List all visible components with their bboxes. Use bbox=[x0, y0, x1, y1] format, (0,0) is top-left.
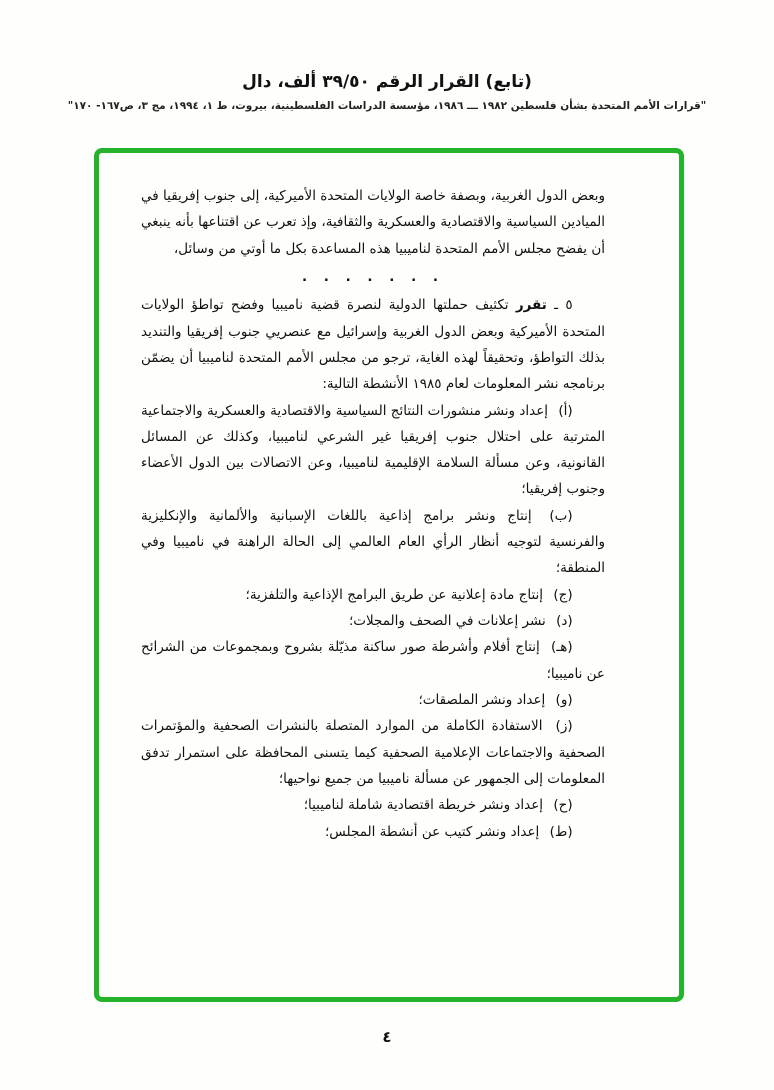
document-body bbox=[99, 153, 679, 845]
list-item bbox=[141, 819, 605, 845]
clause-verb: تقرر bbox=[515, 297, 547, 314]
list-item-text: إعداد ونشر منشورات النتائج السياسية والاقتصادية والعسكرية والاجتماعية المترتبة على احتلال جنوب إفريقيا غير الشرعي لناميبيا، وكذلك عن المسائل القانونية، وعن مسألة السلامة الإقليمية لناميبيا، وعن الاتصالات بين الدول الأعضاء وجنوب إفريقيا؛ bbox=[141, 402, 605, 498]
page-header bbox=[0, 0, 774, 112]
page-title: (تابع) القرار الرقم ٣٩/٥٠ ألف، دال bbox=[242, 72, 532, 92]
list-item bbox=[141, 503, 605, 582]
list-item-text: إنتاج أفلام وأشرطة صور ساكنة مذيّلة بشروح وبمجموعات من الشرائح عن ناميبيا؛ bbox=[141, 639, 605, 682]
list-item-text: الاستفادة الكاملة من الموارد المتصلة بالنشرات الصحفية والمؤتمرات الصحفية والاجتماعات الإعلامية الصحفية كيما يتسنى المحافظة على استمرار تدفق المعلومات إلى الجمهور عن مسألة ناميبيا من جميع نواحيها؛ bbox=[141, 718, 605, 787]
list-item bbox=[141, 634, 605, 687]
list-item bbox=[141, 582, 605, 608]
clause-text: تكثيف حملتها الدولية لنصرة قضية ناميبيا وفضح تواطؤ الولايات المتحدة الأميركية وبعض الدول الغربية وإسرائيل مع عنصريي جنوب إفريقيا والتنديد بذلك التواطؤ، وتحقيقاً لهذه الغاية، ترجو من مجلس الأمم المتحدة لناميبيا أن يضمّن برنامجه نشر المعلومات لعام ١٩٨٥ الأنشطة التالية: bbox=[141, 297, 605, 393]
source-citation: "قرارات الأمم المتحدة بشأن فلسطين ١٩٨٢ ـــ ١٩٨٦، مؤسسة الدراسات الفلسطينية، بيروت، ط ١، ١٩٩٤، مج ٣، ص١٦٧- ١٧٠" bbox=[67, 100, 707, 112]
list-item bbox=[141, 792, 605, 818]
content-frame bbox=[94, 148, 684, 1002]
paragraph-clause-5 bbox=[141, 292, 605, 397]
list-item-label: (ب) bbox=[549, 507, 573, 524]
list-item-label: (ز) bbox=[555, 718, 573, 735]
list-item-text: إعداد ونشر خريطة اقتصادية شاملة لناميبيا؛ bbox=[303, 797, 544, 814]
list-item-label: (د) bbox=[556, 613, 573, 629]
list-item-text: إنتاج ونشر برامج إذاعية باللغات الإسبانية والألمانية والإنكليزية والفرنسية لتوجيه أنظار الرأي العام العالمي إلى الحالة الراهنة في ناميبيا وفي المنطقة؛ bbox=[141, 507, 605, 577]
list-item-label: (هـ) bbox=[551, 639, 573, 656]
list-item-label: (ح) bbox=[553, 797, 573, 814]
clause-number: ٥ ـ bbox=[546, 297, 573, 314]
page-number: ٤ bbox=[382, 1028, 392, 1046]
list-item bbox=[141, 687, 605, 713]
list-item-label: (و) bbox=[555, 691, 573, 708]
list-item bbox=[141, 398, 605, 503]
list-item-text: إعداد ونشر كتيب عن أنشطة المجلس؛ bbox=[325, 823, 540, 840]
list-item bbox=[141, 608, 605, 634]
list-item-text: إعداد ونشر الملصقات؛ bbox=[418, 691, 546, 708]
list-item-label: (ج) bbox=[553, 586, 573, 603]
list-item-text: إنتاج مادة إعلانية عن طريق البرامج الإذاعية والتلفزية؛ bbox=[245, 586, 544, 603]
list-item-text: نشر إعلانات في الصحف والمجلات؛ bbox=[348, 613, 546, 629]
paragraph-intro: وبعض الدول الغربية، وبصفة خاصة الولايات المتحدة الأميركية، إلى جنوب إفريقيا في الميادين السياسية والاقتصادية والعسكرية والثقافية، وإذ تعرب عن اقتناعها بأنه ينبغي أن يفضح مجلس الأمم المتحدة لناميبيا هذه المساعدة بكل ما أوتي من وسائل، bbox=[141, 188, 605, 257]
list-item bbox=[141, 713, 605, 792]
list-item-label: (ط) bbox=[549, 823, 573, 840]
list-item-label: (أ) bbox=[558, 402, 573, 419]
ellipsis-divider: . . . . . . . bbox=[301, 268, 445, 285]
